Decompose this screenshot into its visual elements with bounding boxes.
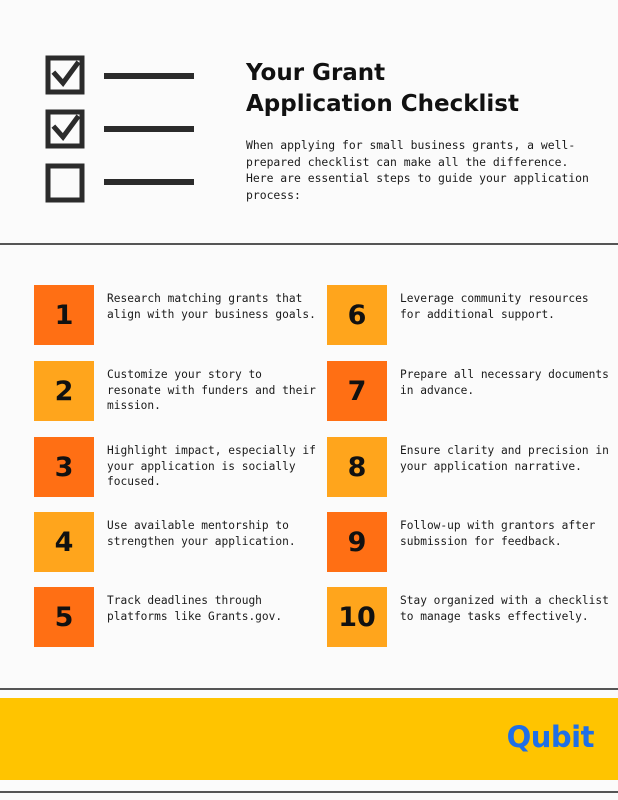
step-number-badge: 9 xyxy=(327,512,387,572)
step-text: Stay organized with a checklist to manage tasks effectively. xyxy=(400,594,609,623)
step-text: Track deadlines through platforms like Grants.gov. xyxy=(107,594,283,623)
step-text: Research matching grants that align with your business goals. xyxy=(107,292,316,321)
title-line-2: Application Checklist xyxy=(246,91,519,117)
step-text: Leverage community resources for additional support. xyxy=(400,292,589,321)
step-number-badge: 2 xyxy=(34,361,94,421)
footer-divider xyxy=(0,791,618,793)
page-title xyxy=(246,58,596,120)
step-number-badge: 7 xyxy=(327,361,387,421)
bottom-divider xyxy=(0,688,618,690)
step-number-badge: 1 xyxy=(34,285,94,345)
step-text: Highlight impact, especially if your application is socially focused. xyxy=(107,444,316,488)
step-number-badge: 8 xyxy=(327,437,387,497)
title-line-1: Your Grant xyxy=(246,60,386,86)
step-text: Follow-up with grantors after submission for feedback. xyxy=(400,519,596,548)
intro-paragraph: When applying for small business grants, a well-prepared checklist can make all the difference. Here are essential steps to guide your application process: xyxy=(246,138,589,202)
step-text: Use available mentorship to strengthen your application. xyxy=(107,519,296,548)
qubit-logo: Qubit xyxy=(506,720,594,754)
step-text: Ensure clarity and precision in your application narrative. xyxy=(400,444,609,473)
step-number-badge: 10 xyxy=(327,587,387,647)
checklist-icon xyxy=(40,50,200,210)
step-number-badge: 4 xyxy=(34,512,94,572)
step-number-badge: 5 xyxy=(34,587,94,647)
step-text: Customize your story to resonate with funders and their mission. xyxy=(107,368,316,412)
step-number-badge: 3 xyxy=(34,437,94,497)
footer-band xyxy=(0,698,618,780)
step-number-badge: 6 xyxy=(327,285,387,345)
step-text: Prepare all necessary documents in advance. xyxy=(400,368,609,397)
top-divider xyxy=(0,243,618,245)
